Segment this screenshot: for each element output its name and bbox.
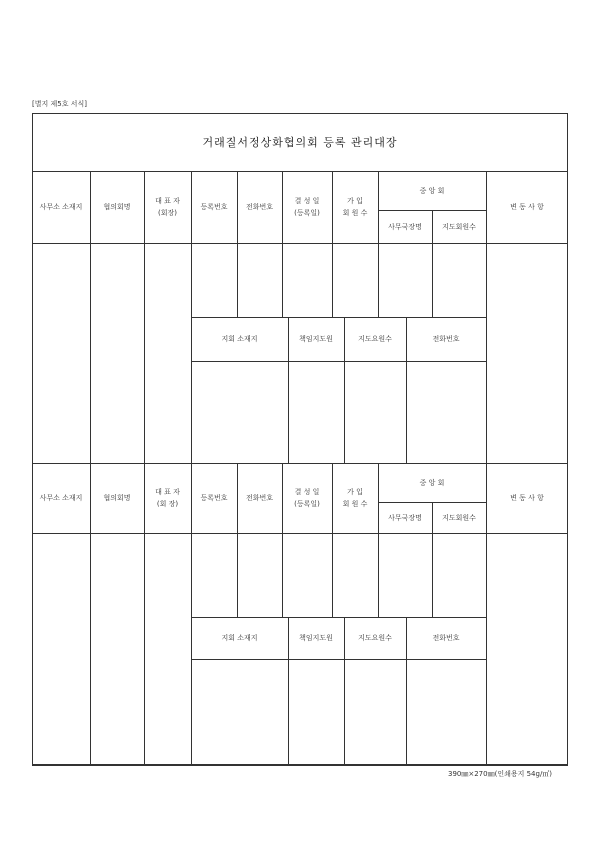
header-founded-date: 결 성 일 (등록일) [294,488,320,508]
header-office-address: 사무소 소재지 [39,494,83,502]
header-representative: 대 표 자 (회장) [155,197,180,217]
header-secretary-name: 사무국장명 [388,513,422,522]
form-number: [별지 제5호 서식] [32,100,87,108]
header-registration-number: 등록번호 [200,494,228,502]
header-member-count: 가 입 회 원 수 [342,197,368,217]
page-title: 거래질서정상화협의회 등록 관리대장 [202,136,398,149]
branch-header-address: 지회 소재지 [221,335,258,343]
branch-header-phone: 전화번호 [432,634,460,642]
header-guidance-members: 지도회원수 [442,222,476,231]
header-council-name: 협의회명 [103,494,131,502]
header-guidance-members: 지도회원수 [442,513,476,522]
branch-header-guidance-members: 지도요원수 [358,634,392,642]
branch-header-staff: 책임지도원 [299,634,333,642]
header-changes: 변 동 사 항 [510,494,544,502]
header-founded-date: 결 성 일 (등록일) [294,197,320,217]
register-table [32,113,568,765]
header-council-name: 협의회명 [103,203,131,211]
branch-header-phone: 전화번호 [432,335,460,343]
header-phone: 전화번호 [245,203,274,211]
header-representative: 대 표 자 (회 장) [155,488,180,508]
paper-spec: 390㎜×270㎜(인쇄용지 54g/㎡) [448,770,553,778]
header-central-association: 중 앙 회 [419,478,445,487]
branch-header-staff: 책임지도원 [299,335,333,343]
branch-header-address: 지회 소재지 [221,634,258,642]
header-secretary-name: 사무국장명 [388,222,422,231]
header-central-association: 중 앙 회 [419,186,445,195]
branch-header-guidance-members: 지도요원수 [358,335,392,343]
header-phone: 전화번호 [245,494,274,502]
header-registration-number: 등록번호 [200,203,228,211]
header-office-address: 사무소 소재지 [39,203,83,211]
header-changes: 변 동 사 항 [510,203,544,211]
header-member-count: 가 입 회 원 수 [342,488,368,508]
